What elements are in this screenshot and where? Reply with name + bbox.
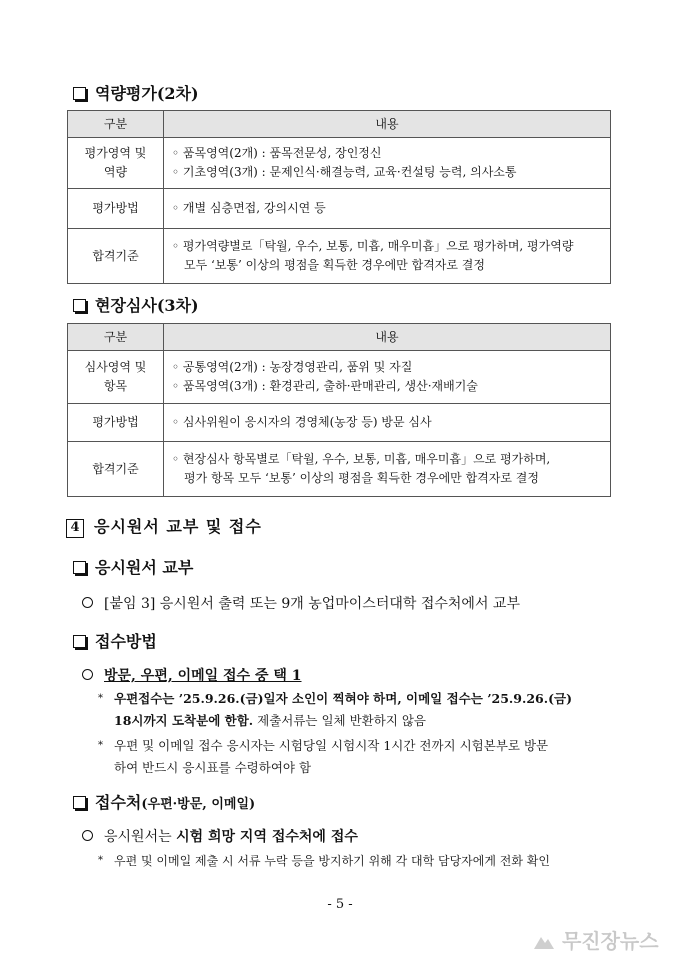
header-content: 내용 bbox=[164, 324, 611, 351]
asterisk-mark: * bbox=[98, 855, 103, 866]
row-category: 심사영역 및 항목 bbox=[68, 351, 164, 404]
table-row bbox=[68, 442, 611, 497]
table-header-row bbox=[68, 324, 611, 351]
row-content: ◦ 공통영역(2개) : 농장경영관리, 품위 및 자질 ◦ 품목영역(3개) : 환경관리, 출하·판매관리, 생산·재배기술 bbox=[164, 351, 611, 404]
sub-title: 접수방법 bbox=[95, 632, 157, 651]
circle-bullet-icon bbox=[82, 597, 93, 608]
page-number: - 5 - bbox=[327, 897, 353, 912]
table-row bbox=[68, 138, 611, 189]
row-content: ◦ 평가역량별로「탁월, 우수, 보통, 미흡, 매우미흡」으로 평가하며, 평가역량 모두 ‘보통’ 이상의 평점을 획득한 경우에만 합격자로 결정 bbox=[164, 229, 611, 284]
bullet-text: 방문, 우편, 이메일 접수 중 택 1 bbox=[104, 668, 302, 684]
sub-title: 접수처 bbox=[95, 793, 142, 812]
method-bullet bbox=[82, 665, 302, 685]
row-content: ◦ 개별 심층면접, 강의시연 등 bbox=[164, 189, 611, 229]
section4-title: 응시원서 교부 및 접수 bbox=[94, 517, 262, 536]
table-row bbox=[68, 229, 611, 284]
square-bullet-icon bbox=[73, 87, 86, 100]
sub-title: 응시원서 교부 bbox=[95, 558, 194, 577]
square-bullet-icon bbox=[73, 796, 86, 809]
row-category: 합격기준 bbox=[68, 442, 164, 497]
site-table bbox=[67, 323, 611, 497]
method-note-1: * 우편접수는 ’25.9.26.(금)일자 소인이 찍혀야 하며, 이메일 접수는 ’25.9.26.(금) 18시까지 도착분에 한함. 제출서류는 일체 반환하지 않음 bbox=[114, 688, 614, 732]
row-content: ◦ 품목영역(2개) : 품목전문성, 장인정신 ◦ 기초영역(3개) : 문제인식·해결능력, 교육·컨설팅 능력, 의사소통 bbox=[164, 138, 611, 189]
section-heading-site bbox=[73, 293, 199, 316]
office-bullet: 응시원서는 시험 희망 지역 접수처에 접수 bbox=[82, 826, 358, 846]
sub-heading-method bbox=[73, 629, 157, 652]
square-bullet-icon bbox=[73, 299, 86, 312]
header-cat: 구분 bbox=[68, 324, 164, 351]
circle-bullet-icon bbox=[82, 669, 93, 680]
eval-table bbox=[67, 110, 611, 284]
table-row bbox=[68, 351, 611, 404]
square-bullet-icon bbox=[73, 561, 86, 574]
circle-bullet-icon bbox=[82, 830, 93, 841]
table-row bbox=[68, 404, 611, 442]
section4-heading bbox=[66, 514, 262, 538]
method-note-2: * 우편 및 이메일 접수 응시자는 시험당일 시험시작 1시간 전까지 시험본부로 방문 하여 반드시 응시표를 수령하여야 함 bbox=[114, 735, 614, 779]
bullet-text: [붙임 3] 응시원서 출력 또는 9개 농업마이스터대학 접수처에서 교부 bbox=[104, 596, 520, 612]
row-category: 평가영역 및 역량 bbox=[68, 138, 164, 189]
row-content: ◦ 심사위원이 응시자의 경영체(농장 등) 방문 심사 bbox=[164, 404, 611, 442]
row-category: 평가방법 bbox=[68, 404, 164, 442]
square-bullet-icon bbox=[73, 635, 86, 648]
header-content: 내용 bbox=[164, 111, 611, 138]
table-header-row bbox=[68, 111, 611, 138]
row-category: 평가방법 bbox=[68, 189, 164, 229]
issue-bullet bbox=[82, 593, 520, 613]
section-title: 역량평가(2차) bbox=[95, 84, 199, 103]
section-heading-eval bbox=[73, 81, 199, 104]
section-title: 현장심사(3차) bbox=[95, 296, 199, 315]
row-content: ◦ 현장심사 항목별로「탁월, 우수, 보통, 미흡, 매우미흡」으로 평가하며, 평가 항목 모두 ‘보통’ 이상의 평점을 획득한 경우에만 합격자로 결정 bbox=[164, 442, 611, 497]
mountain-icon bbox=[533, 932, 555, 950]
sub-heading-office bbox=[73, 790, 255, 813]
header-cat: 구분 bbox=[68, 111, 164, 138]
asterisk-mark: * bbox=[98, 740, 103, 751]
office-note: * 우편 및 이메일 제출 시 서류 누락 등을 방지하기 위해 각 대학 담당자에게 전화 확인 bbox=[114, 850, 614, 872]
section-number-box: 4 bbox=[66, 519, 84, 538]
sub-title-paren: (우편·방문, 이메일) bbox=[141, 797, 256, 812]
sub-heading-issue bbox=[73, 555, 193, 578]
asterisk-mark: * bbox=[98, 693, 103, 704]
watermark-logo: 무진장뉴스 bbox=[533, 925, 659, 954]
row-category: 합격기준 bbox=[68, 229, 164, 284]
table-row bbox=[68, 189, 611, 229]
